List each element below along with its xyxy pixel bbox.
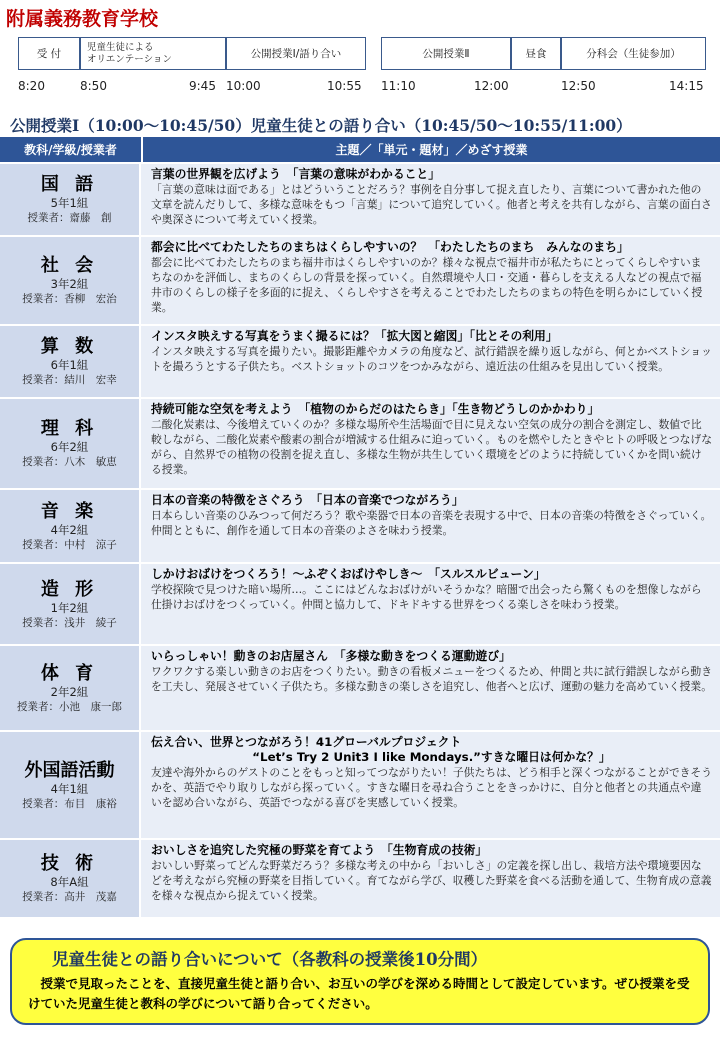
row-theme: 都会に比べてわたしたちのまちはくらしやすいの？ 「わたしたちのまち みんなのまち」 bbox=[151, 240, 629, 254]
row-theme: いらっしゃい！動きのお店屋さん 「多様な動きをつくる運動遊び」 bbox=[151, 649, 511, 663]
subject-grade: 6年1組 bbox=[50, 358, 89, 372]
row-theme: 日本の音楽の特徴をさぐろう 「日本の音楽でつながろう」 bbox=[151, 493, 464, 507]
row-theme: 持続可能な空気を考えよう 「植物のからだのはたらき」「生き物どうしのかかわり」 bbox=[151, 402, 600, 416]
class-table bbox=[0, 137, 720, 919]
subject-grade: 1年2組 bbox=[50, 600, 89, 615]
time-label: 14:15 bbox=[669, 79, 704, 93]
table-row-pe bbox=[0, 646, 720, 732]
table-row-art bbox=[0, 564, 720, 646]
subject-grade: 4年2組 bbox=[50, 522, 89, 537]
subject-name: 音 楽 bbox=[40, 500, 99, 522]
schedule-block-orientation: 児童生徒による オリエンテーション bbox=[80, 37, 226, 70]
row-theme-subtitle: “Let’s Try 2 Unit3 I like Mondays.”すきな曜日は何かな？」 bbox=[252, 750, 611, 764]
time-label: 10:00 bbox=[226, 79, 261, 93]
subject-name: 理 科 bbox=[40, 418, 99, 439]
table-row-music bbox=[0, 490, 720, 564]
subject-teacher: 授業者：結川 宏幸 bbox=[22, 374, 117, 386]
row-description: 学校探険で見つけた暗い場所…。ここにはどんなおばけがいそうかな？暗闇で出会ったら驚くものを想像しながら仕掛けおばけをつくっていく。仲間と協力して、ドキドキする世界をつくる楽しさを味わう授業。 bbox=[151, 583, 702, 611]
time-label: 11:10 bbox=[381, 79, 416, 93]
subject-teacher: 授業者：齋藤 創 bbox=[27, 212, 112, 224]
row-theme: 言葉の世界観を広げよう 「言葉の意味がわかること」 bbox=[151, 167, 441, 181]
subject-grade: 2年2組 bbox=[50, 684, 89, 699]
header-subject: 教科/学級/授業者 bbox=[0, 137, 143, 162]
table-header bbox=[0, 137, 720, 164]
subject-teacher: 授業者：浅井 綾子 bbox=[22, 616, 117, 629]
subject-teacher: 授業者：香柳 宏治 bbox=[22, 293, 117, 305]
subject-grade: 5年1組 bbox=[50, 196, 89, 210]
time-label: 12:00 bbox=[474, 79, 509, 93]
table-row-japanese bbox=[0, 164, 720, 237]
table-row-foreign-language bbox=[0, 732, 720, 840]
row-description: おいしい野菜ってどんな野菜だろう？多様な考えの中から「おいしさ」の定義を探し出し、栽培方法や環境要因などを考えながら究極の野菜を目指していく。育てながら学び、収穫した野菜を食べる活動を通して、生物育成の意義を様々な視点から捉えていく授業。 bbox=[151, 859, 712, 902]
time-label: 12:50 bbox=[561, 79, 596, 93]
subject-name: 造 形 bbox=[40, 578, 99, 600]
subject-teacher: 授業者：布目 康裕 bbox=[22, 797, 117, 810]
subject-grade: 4年1組 bbox=[50, 781, 89, 796]
subject-name: 体 育 bbox=[40, 662, 99, 684]
time-label: 8:20 bbox=[18, 79, 45, 93]
row-description: 「言葉の意味は面である」とはどういうことだろう？事例を自分事して捉え直したり、言葉について書かれた他の文章を読んだりして、多様な意味をもつ「言葉」について追究していく。他者と考えを共有しながら、言葉の面白さや奥深さについて考えていく授業。 bbox=[151, 183, 712, 226]
schedule-block-subcommittee: 分科会（生徒参加） bbox=[561, 37, 706, 70]
row-description: 日本らしい音楽のひみつって何だろう？歌や楽器で日本の音楽を表現する中で、日本の音楽の特徴をさぐっていく。仲間とともに、創作を通して日本の音楽のよさを味わう授業。 bbox=[151, 509, 712, 537]
subject-grade: 3年2組 bbox=[50, 277, 89, 291]
row-theme: しかけおばけをつくろう！〜ふぞくおばけやしき〜 「スルスルビューン」 bbox=[151, 567, 546, 581]
schedule-block-reception: 受 付 bbox=[18, 37, 80, 70]
row-theme: 伝え合い、世界とつながろう！41グローバルプロジェクト bbox=[151, 735, 462, 749]
schedule-times bbox=[0, 79, 720, 95]
subject-name: 技 術 bbox=[40, 853, 99, 874]
subject-grade: 6年2組 bbox=[50, 440, 89, 454]
row-description: ワクワクする楽しい動きのお店をつくりたい。動きの看板メニューをつくるため、仲間と共に試行錯誤しながら動きを工夫し、発展させていく子供たち。多様な動きの楽しさを追究し、他者へと広げ、運動の魅力を高めていく授業。 bbox=[151, 665, 713, 693]
header-theme: 主題／「単元・題材」／めざす授業 bbox=[335, 143, 528, 157]
subject-name: 社 会 bbox=[40, 255, 99, 276]
callout-text: 授業で見取ったことを、直接児童生徒と語り合い、お互いの学びを深める時間として設定しています。ぜひ授業を受けていた児童生徒と教科の学びについて語り合ってください。 bbox=[28, 976, 690, 1011]
schedule-block-open-class-2: 公開授業Ⅱ bbox=[381, 37, 511, 70]
subject-name: 国 語 bbox=[40, 174, 99, 195]
subject-teacher: 授業者：中村 涼子 bbox=[22, 538, 117, 551]
row-description: 友達や海外からのゲストのことをもっと知ってつながりたい！子供たちは、どう相手と深くつながることができそうかを、英語でやり取りしながら探っていく。すきな曜日を尋ね合うことをきっかけに、自分と他者との共通点や違いを認め合いながら、英語でつながる喜びを実感していく授業。 bbox=[151, 766, 713, 809]
row-theme: おいしさを追究した究極の野菜を育てよう 「生物育成の技術」 bbox=[151, 843, 488, 857]
dialogue-callout bbox=[10, 938, 710, 1025]
subject-teacher: 授業者：小池 康一郎 bbox=[17, 700, 122, 713]
row-theme: インスタ映えする写真をうまく撮るには？「拡大図と縮図」「比とその利用」 bbox=[151, 329, 558, 343]
section-title: 公開授業Ⅰ（10:00〜10:45/50）児童生徒との語り合い（10:45/50〜10:55/11:00） bbox=[10, 116, 632, 135]
subject-teacher: 授業者：八木 敏恵 bbox=[22, 456, 117, 468]
callout-title: 児童生徒との語り合いについて（各教科の授業後10分間） bbox=[52, 950, 488, 969]
table-row-technology bbox=[0, 840, 720, 919]
schedule-block-lunch: 昼食 bbox=[511, 37, 561, 70]
row-description: 二酸化炭素は、今後増えていくのか？多様な場所や生活場面で目に見えない空気の成分の割合を測定し、数値で比較しながら、二酸化炭素や酸素の割合が増減する仕組みに迫っていく。ものを燃やしたときやヒトの呼吸とつなげながら、自然界での植物の役割を捉え直し、多様な生物が共生していく環境をどのように持続していくかを問い続ける授業。 bbox=[151, 418, 713, 476]
subject-grade: 8年A組 bbox=[50, 875, 89, 889]
school-title: 附属義務教育学校 bbox=[6, 8, 159, 30]
subject-teacher: 授業者：高井 茂嘉 bbox=[22, 891, 117, 903]
table-row-science bbox=[0, 399, 720, 490]
subject-name: 算 数 bbox=[40, 336, 99, 357]
time-label: 10:55 bbox=[327, 79, 362, 93]
table-row-math bbox=[0, 326, 720, 399]
schedule-block-open-class-1: 公開授業Ⅰ/語り合い bbox=[226, 37, 366, 70]
row-description: 都会に比べてわたしたちのまち福井市はくらしやすいのか？様々な視点で福井市が私たちにとってくらしやすいまちなのかを評価し、まちのくらしの背景を探っていく。自然環境や人口・交通・暮らしを支える人などの視点で福井市のくらしの様子を多面的に捉え、くらしやすさを考えることでわたしたちのまちの特色を明らかにしていく授業。 bbox=[151, 256, 703, 314]
subject-name: 外国語活動 bbox=[24, 759, 115, 781]
table-row-social bbox=[0, 237, 720, 326]
time-label: 8:50 bbox=[80, 79, 107, 93]
time-label: 9:45 bbox=[189, 79, 216, 93]
row-description: インスタ映えする写真を撮りたい。撮影距離やカメラの角度など、試行錯誤を繰り返しながら、何とかベストショットを撮ろうとする子供たち。ベストショットのコツをつかみながら、遠近法の仕組みを見出していく授業。 bbox=[151, 345, 712, 373]
